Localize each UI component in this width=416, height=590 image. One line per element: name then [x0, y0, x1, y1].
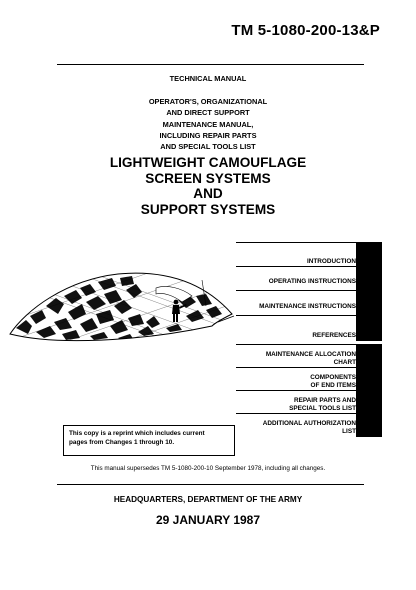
tab-label: CHART	[333, 358, 356, 366]
headquarters-line: HEADQUARTERS, DEPARTMENT OF THE ARMY	[113, 495, 303, 504]
tab-label: REFERENCES	[312, 331, 356, 339]
manual-title	[0, 155, 416, 217]
supersedes-note: This manual supersedes TM 5-1080-200-10 September 1978, including all changes.	[90, 465, 326, 472]
tab-operating-instructions[interactable]	[236, 266, 382, 291]
tab-introduction[interactable]	[236, 242, 382, 267]
tab-label: MAINTENANCE ALLOCATION	[265, 351, 356, 359]
publication-date: 29 JANUARY 1987	[155, 513, 261, 527]
title-line: LIGHTWEIGHT CAMOUFLAGE	[109, 155, 307, 170]
title-line: AND	[193, 186, 223, 202]
tab-label: COMPONENTS	[310, 374, 356, 382]
tab-label: MAINTENANCE INSTRUCTIONS	[259, 302, 356, 310]
manual-subtitle	[0, 96, 416, 152]
tab-repair-parts-special-tools[interactable]	[236, 390, 382, 414]
tab-label: INTRODUCTION	[307, 257, 356, 265]
tab-label: OPERATING INSTRUCTIONS	[268, 277, 356, 285]
tab-black-marker	[356, 391, 382, 414]
tab-black-marker	[356, 291, 382, 316]
tab-label: REPAIR PARTS AND	[293, 397, 356, 405]
top-divider	[57, 64, 364, 65]
tab-black-marker	[356, 316, 382, 341]
title-line: SUPPORT SYSTEMS	[140, 201, 276, 217]
tab-additional-authorization-list[interactable]	[236, 413, 382, 437]
reprint-notice-box	[63, 425, 235, 456]
bottom-divider	[57, 484, 364, 485]
tab-black-marker	[356, 368, 382, 391]
tab-label: ADDITIONAL AUTHORIZATION	[262, 420, 356, 428]
tab-components-of-end-items[interactable]	[236, 367, 382, 391]
technical-manual-label: TECHNICAL MANUAL	[169, 74, 247, 83]
tab-label: SPECIAL TOOLS LIST	[289, 404, 356, 412]
tab-black-marker	[356, 414, 382, 437]
tm-number: TM 5-1080-200-13&P	[231, 22, 380, 39]
tab-maintenance-allocation-chart[interactable]	[236, 344, 382, 368]
tab-references[interactable]	[236, 315, 382, 341]
subtitle-line: INCLUDING REPAIR PARTS	[159, 130, 257, 140]
subtitle-line: AND DIRECT SUPPORT	[166, 108, 250, 118]
subtitle-line: MAINTENANCE MANUAL,	[162, 119, 254, 129]
reprint-notice-line: This copy is a reprint which includes current	[69, 430, 205, 437]
tab-black-marker	[356, 243, 382, 267]
tab-label: LIST	[342, 427, 356, 435]
tab-black-marker	[356, 345, 382, 368]
tab-label: OF END ITEMS	[310, 381, 356, 389]
tab-maintenance-instructions[interactable]	[236, 290, 382, 316]
camouflage-screen-illustration	[6, 262, 238, 346]
reprint-notice-line: pages from Changes 1 through 10.	[69, 438, 175, 446]
title-line: SCREEN SYSTEMS	[145, 170, 271, 186]
tab-black-marker	[356, 267, 382, 291]
subtitle-line: OPERATOR'S, ORGANIZATIONAL	[148, 97, 268, 106]
subtitle-line: AND SPECIAL TOOLS LIST	[160, 142, 256, 152]
